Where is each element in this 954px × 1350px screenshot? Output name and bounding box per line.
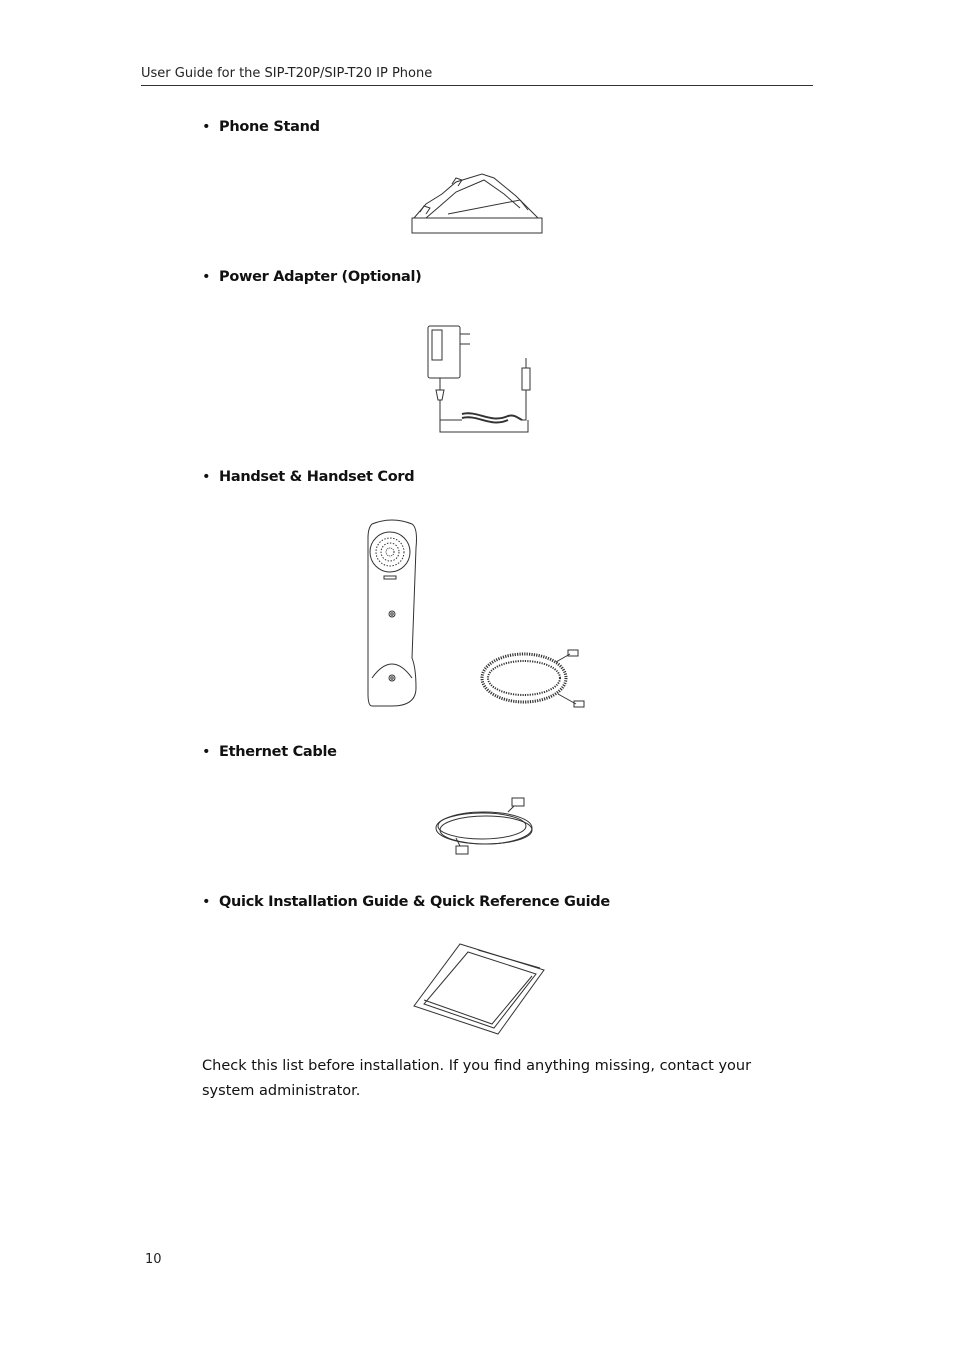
item-title-guides: • Quick Installation Guide & Quick Reference Guide [202, 894, 610, 910]
ethernet-cable-icon [428, 794, 538, 862]
guide-booklet-icon [408, 940, 548, 1036]
bullet: • [202, 894, 211, 910]
installation-note: Check this list before installation. If you find anything missing, contact your system administrator. [202, 1058, 752, 1099]
item-title-ethernet-cable: • Ethernet Cable [202, 744, 337, 760]
bullet: • [202, 269, 211, 285]
bullet: • [202, 744, 211, 760]
item-title-handset: • Handset & Handset Cord [202, 469, 415, 485]
bullet: • [202, 119, 211, 135]
bullet: • [202, 469, 211, 485]
power-adapter-icon [418, 320, 538, 436]
page-number: 10 [145, 1252, 162, 1267]
page-header: User Guide for the SIP-T20P/SIP-T20 IP Phone [141, 66, 813, 86]
item-title-phone-stand: • Phone Stand [202, 119, 320, 135]
phone-stand-icon [408, 170, 548, 238]
handset-icon [362, 518, 422, 710]
item-title-power-adapter: • Power Adapter (Optional) [202, 269, 422, 285]
handset-cord-icon [478, 644, 590, 714]
